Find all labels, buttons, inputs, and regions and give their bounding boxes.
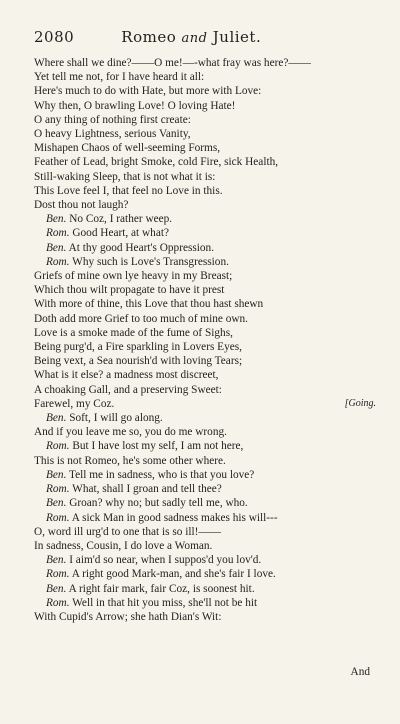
line-text: Being purg'd, a Fire sparkling in Lovers Eyes, xyxy=(34,341,242,354)
line-text: Yet tell me not, for I have heard it all: xyxy=(34,71,205,84)
text-line xyxy=(34,241,376,255)
line-text: Why such is Love's Transgression. xyxy=(72,255,229,268)
line-text: Here's much to do with Hate, but more with Love: xyxy=(34,85,262,98)
text-line xyxy=(34,354,376,368)
speaker-name: Ben. xyxy=(46,582,67,595)
text-line xyxy=(34,610,376,624)
text-line xyxy=(34,269,376,283)
text-line xyxy=(34,496,376,510)
text-line xyxy=(34,425,376,439)
page-number: 2080 xyxy=(34,28,75,46)
text-line xyxy=(34,312,376,326)
line-text: A right good Mark-man, and she's fair I love. xyxy=(71,568,276,581)
line-text: Well in that hit you miss, she'll not be hit xyxy=(72,596,258,609)
text-line xyxy=(34,397,376,411)
text-line xyxy=(34,155,376,169)
line-text: Feather of Lead, bright Smoke, cold Fire, sick Health, xyxy=(34,156,279,169)
line-text: Farewel, my Coz. xyxy=(34,397,115,410)
line-text: Tell me in sadness, who is that you love? xyxy=(69,468,255,481)
speaker-name: Ben. xyxy=(46,497,67,510)
speaker-name: Ben. xyxy=(46,412,67,425)
line-text: What is it else? a madness most discreet, xyxy=(34,369,219,382)
line-text: I aim'd so near, when I suppos'd you lov'd. xyxy=(69,554,262,567)
text-line xyxy=(34,368,376,382)
speaker-name: Rom. xyxy=(46,483,70,496)
line-text: Griefs of mine own lye heavy in my Breast; xyxy=(34,270,233,283)
line-text: Being vext, a Sea nourish'd with loving Tears; xyxy=(34,355,243,368)
line-text: With more of thine, this Love that thou hast shewn xyxy=(34,298,264,311)
text-line xyxy=(34,56,376,70)
line-text: Groan? why no; but sadly tell me, who. xyxy=(69,497,248,510)
catchword: And xyxy=(350,666,370,678)
line-text: Love is a smoke made of the fume of Sighs, xyxy=(34,326,233,339)
text-line xyxy=(34,255,376,269)
text-line xyxy=(34,326,376,340)
line-text: Where shall we dine?——O me!—-what fray was here?—— xyxy=(34,57,311,69)
speaker-name: Ben. xyxy=(46,241,67,254)
stage-direction: [Going. xyxy=(344,397,376,409)
line-text: But I have lost my self, I am not here, xyxy=(72,440,244,453)
line-text: O, word ill urg'd to one that is so ill!—— xyxy=(34,525,221,538)
line-text: This is not Romeo, he's some other where. xyxy=(34,454,226,467)
speaker-name: Ben. xyxy=(46,554,67,567)
text-line xyxy=(34,454,376,468)
line-text: Good Heart, at what? xyxy=(72,227,169,240)
speaker-name: Ben. xyxy=(46,468,67,481)
line-text: What, shall I groan and tell thee? xyxy=(72,483,222,496)
line-text: A right fair mark, fair Coz, is soonest hit. xyxy=(68,582,255,595)
speaker-name: Rom. xyxy=(46,440,70,453)
line-text: Mishapen Chaos of well-seeming Forms, xyxy=(34,142,221,155)
line-text: Which thou wilt propagate to have it prest xyxy=(34,284,225,297)
play-text xyxy=(34,56,376,624)
text-line xyxy=(34,184,376,198)
speaker-name: Ben. xyxy=(46,213,67,226)
speaker-name: Rom. xyxy=(46,227,70,240)
line-text: Soft, I will go along. xyxy=(69,412,163,425)
text-line xyxy=(34,411,376,425)
text-line xyxy=(34,84,376,98)
line-text: Dost thou not laugh? xyxy=(34,199,129,212)
running-title-and: and xyxy=(181,31,208,46)
text-line xyxy=(34,99,376,113)
page-header xyxy=(34,28,261,46)
running-title-juliet: Juliet. xyxy=(212,28,262,46)
text-line xyxy=(34,539,376,553)
text-line xyxy=(34,198,376,212)
text-line xyxy=(34,70,376,84)
text-line xyxy=(34,482,376,496)
line-text: O any thing of nothing first create: xyxy=(34,113,191,126)
line-text: With Cupid's Arrow; she hath Dian's Wit: xyxy=(34,610,222,623)
line-text: Why then, O brawling Love! O loving Hate! xyxy=(34,99,236,112)
text-line xyxy=(34,283,376,297)
text-line xyxy=(34,212,376,226)
line-text: And if you leave me so, you do me wrong. xyxy=(34,426,227,439)
line-text: In sadness, Cousin, I do love a Woman. xyxy=(34,539,213,552)
text-line xyxy=(34,383,376,397)
line-text: No Coz, I rather weep. xyxy=(69,213,173,226)
speaker-name: Rom. xyxy=(46,568,70,581)
running-title-romeo: Romeo xyxy=(121,28,177,46)
text-line xyxy=(34,127,376,141)
text-line xyxy=(34,340,376,354)
text-line xyxy=(34,553,376,567)
speaker-name: Rom. xyxy=(46,596,70,609)
line-text: This Love feel I, that feel no Love in this. xyxy=(34,184,223,197)
line-text: A sick Man in good sadness makes his will--- xyxy=(71,511,278,524)
text-line xyxy=(34,511,376,525)
line-text: At thy good Heart's Oppression. xyxy=(68,241,215,254)
text-line xyxy=(34,596,376,610)
speaker-name: Rom. xyxy=(46,511,70,524)
line-text: O heavy Lightness, serious Vanity, xyxy=(34,128,191,141)
text-line xyxy=(34,567,376,581)
text-line xyxy=(34,297,376,311)
running-title xyxy=(121,28,261,46)
speaker-name: Rom. xyxy=(46,255,70,268)
line-text: Doth add more Grief to too much of mine own. xyxy=(34,312,248,325)
text-line xyxy=(34,141,376,155)
line-text: A choaking Gall, and a preserving Sweet: xyxy=(34,383,222,396)
text-line xyxy=(34,468,376,482)
text-line xyxy=(34,525,376,539)
text-line xyxy=(34,582,376,596)
text-line xyxy=(34,113,376,127)
text-line xyxy=(34,170,376,184)
text-line xyxy=(34,439,376,453)
line-text: Still-waking Sleep, that is not what it is: xyxy=(34,170,216,183)
text-line xyxy=(34,226,376,240)
